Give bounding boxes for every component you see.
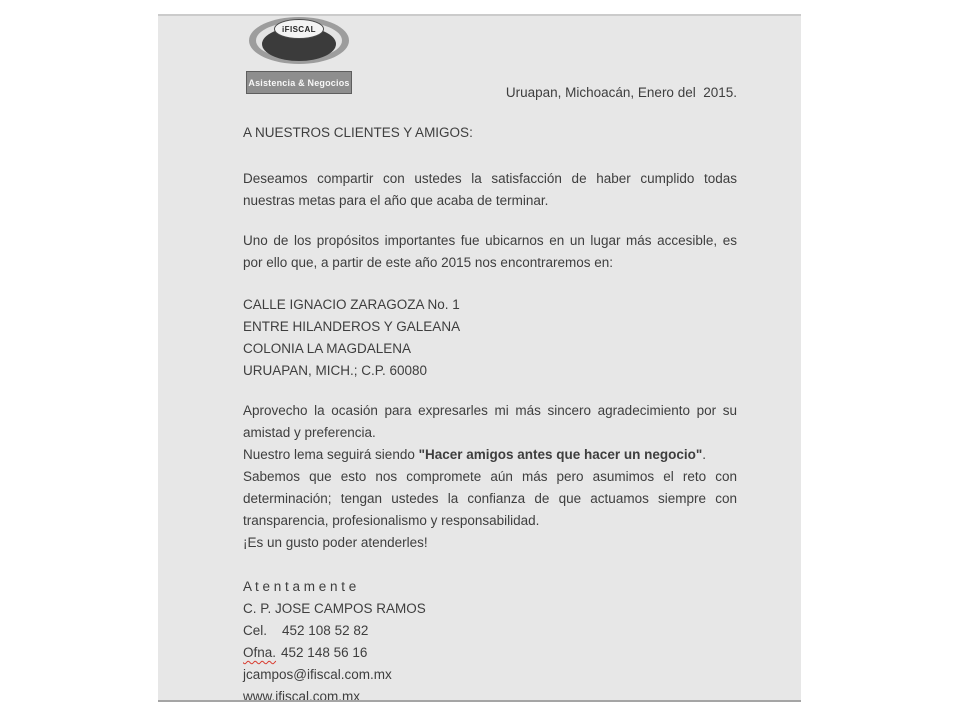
cel-number: 452 108 52 82 xyxy=(282,623,369,638)
paragraph-ubicacion: Uno de los propósitos importantes fue ubicarnos en un lugar más accesible, es por ello que, a partir de este año 2015 nos encontraremos en: xyxy=(243,233,737,270)
logo-brand-text: iFISCAL xyxy=(282,24,316,34)
paragraph-metas: Deseamos compartir con ustedes la satisfacción de haber cumplido todas nuestras metas para el año que acaba de terminar. xyxy=(243,171,737,208)
salutation: A NUESTROS CLIENTES Y AMIGOS: xyxy=(243,125,473,140)
letter-page xyxy=(158,14,801,702)
motto-line xyxy=(243,444,737,466)
signature-name: C. P. JOSE CAMPOS RAMOS xyxy=(243,601,426,616)
letter-body xyxy=(243,82,737,702)
address-line-colonia: COLONIA LA MAGDALENA xyxy=(243,341,412,356)
address-line-city: URUAPAN, MICH.; C.P. 60080 xyxy=(243,363,428,378)
motto-quote: "Hacer amigos antes que hacer un negocio" xyxy=(418,447,703,462)
signature-atentamente: A t e n t a m e n t e xyxy=(243,579,357,594)
dateline: Uruapan, Michoacán, Enero del 2015. xyxy=(505,85,737,100)
closing-paragraphs xyxy=(243,400,737,554)
motto-prefix: Nuestro lema seguirá siendo xyxy=(243,447,419,462)
signature-website: www.ifiscal.com.mx xyxy=(243,689,361,702)
ofna-label: Ofna. xyxy=(243,645,277,660)
ofna-number: 452 148 56 16 xyxy=(281,645,368,660)
paragraph-compromiso: Sabemos que esto nos compromete aún más pero asumimos el reto con determinación; tengan ustedes la confianza de que actuamos siempre con transparencia, profesionalismo y responsabilidad. xyxy=(243,469,737,528)
paragraph-agradecimiento: Aprovecho la ocasión para expresarles mi más sincero agradecimiento por su amistad y preferencia. xyxy=(243,403,737,440)
signature-ofna-line xyxy=(243,642,737,664)
closing-exclamation: ¡Es un gusto poder atenderles! xyxy=(243,535,428,550)
address-line-street: CALLE IGNACIO ZARAGOZA No. 1 xyxy=(243,297,460,312)
signature-email: jcampos@ifiscal.com.mx xyxy=(243,667,392,682)
signature-cel-line xyxy=(243,620,737,642)
cel-label: Cel. xyxy=(243,623,268,638)
company-logo-icon xyxy=(249,17,349,64)
signature-block xyxy=(243,576,737,702)
logo-brand-oval xyxy=(274,19,324,39)
motto-suffix: . xyxy=(702,447,706,462)
address-block xyxy=(243,294,737,382)
logo-tagline-text: Asistencia & Negocios xyxy=(248,78,350,88)
address-line-between: ENTRE HILANDEROS Y GALEANA xyxy=(243,319,461,334)
